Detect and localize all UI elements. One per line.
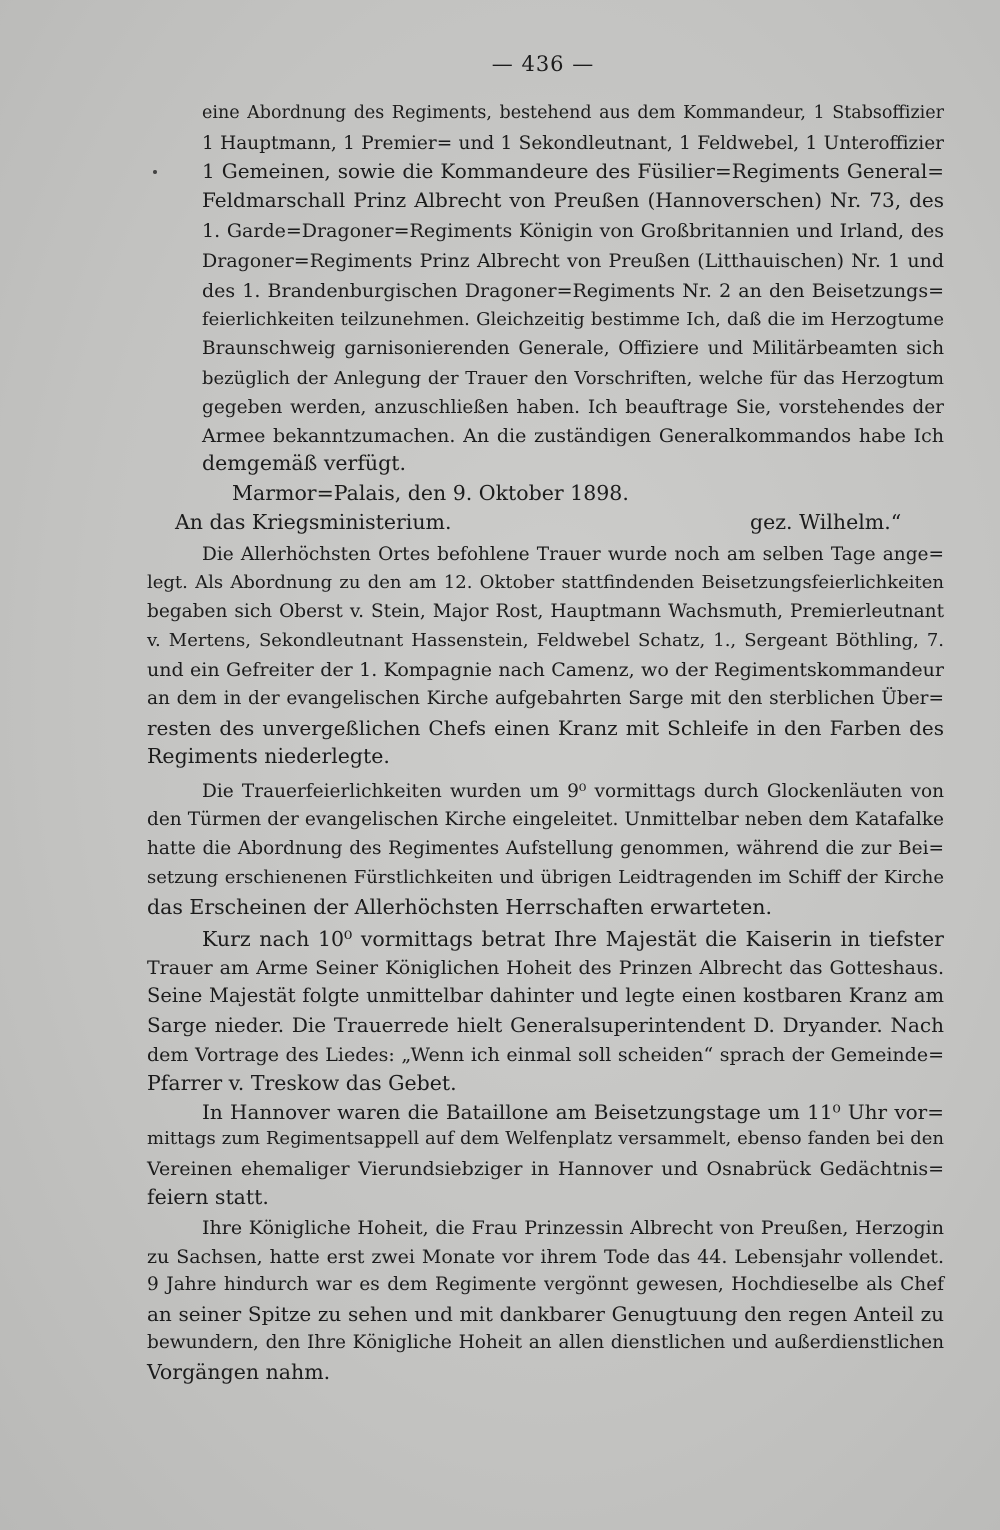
text-line: feiern statt. [147, 1185, 269, 1209]
text-line: 1. Garde=Dragoner=Regiments Königin von Großbritannien und Irland, des [202, 220, 944, 242]
text-line: eine Abordnung des Regiments, bestehend aus dem Kommandeur, 1 Stabsoffizier [202, 103, 944, 123]
text-line: 9 Jahre hindurch war es dem Regimente vergönnt gewesen, Hochdieselbe als Chef [147, 1274, 944, 1295]
text-line: legt. Als Abordnung zu den am 12. Oktober stattfindenden Beisetzungsfeierlichkeiten [147, 572, 944, 593]
text-line: an dem in der evangelischen Kirche aufgebahrten Sarge mit den sterblichen Über= [147, 688, 944, 709]
text-line: v. Mertens, Sekondleutnant Hassenstein, Feldwebel Schatz, 1., Sergeant Böthling, 7. [147, 630, 944, 651]
text-line: Sarge nieder. Die Trauerrede hielt Generalsuperintendent D. Dryander. Nach [147, 1013, 944, 1037]
signature-line: gez. Wilhelm.“ [750, 510, 902, 534]
text-line: begaben sich Oberst v. Stein, Major Rost, Hauptmann Wachsmuth, Premierleutnant [147, 601, 944, 622]
text-line: resten des unvergeßlichen Chefs einen Kranz mit Schleife in den Farben des [147, 716, 944, 740]
text-line: das Erscheinen der Allerhöchsten Herrschaften erwarteten. [147, 895, 773, 919]
margin-dot [153, 170, 157, 174]
text-line: Ihre Königliche Hoheit, die Frau Prinzessin Albrecht von Preußen, Herzogin [202, 1217, 944, 1239]
text-line: Seine Majestät folgte unmittelbar dahinter und legte einen kostbaren Kranz am [147, 984, 944, 1007]
text-line: den Türmen der evangelischen Kirche eingeleitet. Unmittelbar neben dem Katafalke [147, 809, 944, 830]
text-line: zu Sachsen, hatte erst zwei Monate vor ihrem Tode das 44. Lebensjahr vollendet. [147, 1246, 944, 1268]
text-line: an seiner Spitze zu sehen und mit dankbarer Genugtuung den regen Anteil zu [147, 1302, 944, 1326]
text-line: In Hannover waren die Bataillone am Beisetzungstage um 11⁰ Uhr vor= [202, 1100, 944, 1124]
text-line: und ein Gefreiter der 1. Kompagnie nach Camenz, wo der Regimentskommandeur [147, 659, 944, 681]
text-line: Trauer am Arme Seiner Königlichen Hoheit des Prinzen Albrecht das Gotteshaus. [147, 957, 944, 979]
text-line: feierlichkeiten teilzunehmen. Gleichzeitig bestimme Ich, daß die im Herzogtume [202, 309, 944, 330]
text-line: Dragoner=Regiments Prinz Albrecht von Preußen (Litthauischen) Nr. 1 und [202, 250, 944, 272]
text-line: bezüglich der Anlegung der Trauer den Vorschriften, welche für das Herzogtum [202, 368, 944, 389]
text-line: des 1. Brandenburgischen Dragoner=Regiments Nr. 2 an den Beisetzungs= [202, 280, 944, 302]
text-line: Kurz nach 10⁰ vormittags betrat Ihre Majestät die Kaiserin in tiefster [202, 927, 944, 951]
text-line: Feldmarschall Prinz Albrecht von Preußen (Hannoverschen) Nr. 73, des [202, 188, 944, 212]
text-line: Braunschweig garnisonierenden Generale, Offiziere und Militärbeamten sich [202, 338, 944, 359]
text-line: demgemäß verfügt. [202, 451, 406, 475]
text-line: bewundern, den Ihre Königliche Hoheit an allen dienstlichen und außerdienstlichen [147, 1332, 944, 1353]
text-line: setzung erschienenen Fürstlichkeiten und übrigen Leidtragenden im Schiff der Kirche [147, 867, 944, 888]
text-line: gegeben werden, anzuschließen haben. Ich beauftrage Sie, vorstehendes der [202, 397, 944, 418]
text-line: mittags zum Regimentsappell auf dem Welfenplatz versammelt, ebenso fanden bei den [147, 1128, 944, 1149]
text-line: 1 Hauptmann, 1 Premier= und 1 Sekondleutnant, 1 Feldwebel, 1 Unteroffizier [202, 133, 944, 154]
recipient-line: An das Kriegsministerium. [175, 510, 452, 534]
text-line: Vorgängen nahm. [147, 1360, 331, 1384]
text-line: dem Vortrage des Liedes: „Wenn ich einmal soll scheiden“ sprach der Gemeinde= [147, 1044, 944, 1066]
text-line: Die Trauerfeierlichkeiten wurden um 9⁰ vormittags durch Glockenläuten von [202, 781, 944, 802]
text-line: Armee bekanntzumachen. An die zuständigen Generalkommandos habe Ich [202, 425, 944, 447]
text-line: Die Allerhöchsten Ortes befohlene Trauer wurde noch am selben Tage ange= [202, 544, 944, 565]
text-line: hatte die Abordnung des Regimentes Aufstellung genommen, während die zur Bei= [147, 838, 944, 859]
text-line: Vereinen ehemaliger Vierundsiebziger in Hannover und Osnabrück Gedächtnis= [147, 1158, 944, 1180]
text-line: 1 Gemeinen, sowie die Kommandeure des Füsilier=Regiments General= [202, 159, 944, 183]
page-number: — 436 — [491, 52, 595, 76]
dateline: Marmor=Palais, den 9. Oktober 1898. [232, 481, 629, 505]
text-line: Regiments niederlegte. [147, 744, 390, 768]
text-line: Pfarrer v. Treskow das Gebet. [147, 1071, 457, 1095]
